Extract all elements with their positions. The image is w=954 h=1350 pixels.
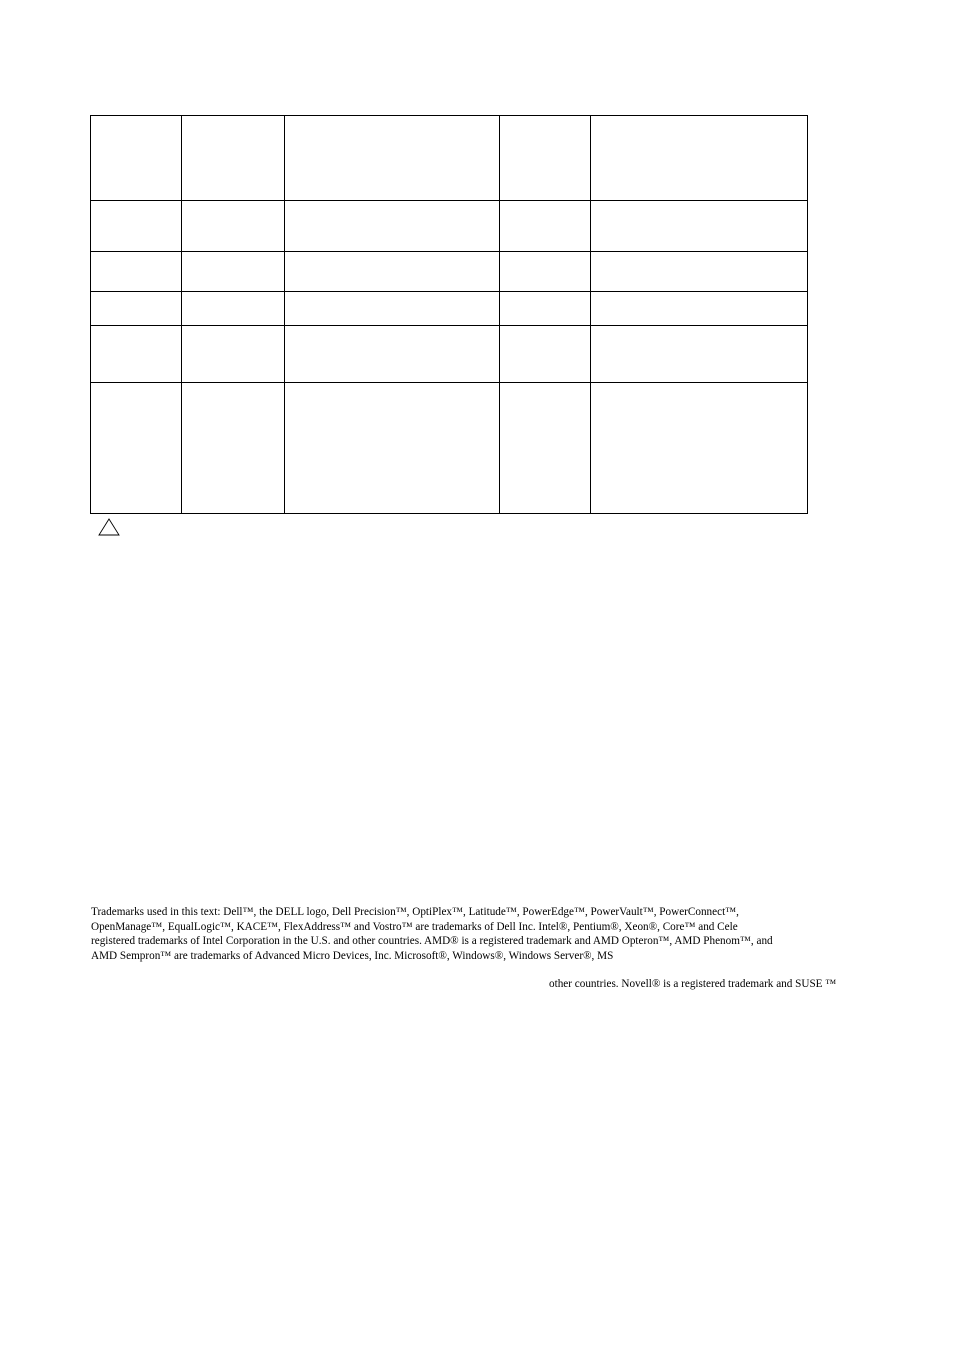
table-cell [91,292,182,326]
trademarks-line: Trademarks used in this text: Dell™, the DELL logo, Dell Precision™, OptiPlex™, Latitude™, PowerEdge™, PowerVault™, PowerConnect™, [91,906,739,918]
table-cell [500,292,591,326]
table-row [91,383,808,514]
table-cell [285,383,500,514]
table-cell [500,383,591,514]
trademarks-notice [91,905,891,963]
trademarks-line: AMD Sempron™ are trademarks of Advanced Micro Devices, Inc. Microsoft®, Windows®, Windows Server®, MS [91,949,614,962]
table-cell [285,201,500,252]
table-cell [182,292,285,326]
spec-table [90,115,808,514]
table-cell [91,383,182,514]
table-cell [500,201,591,252]
table-cell [91,116,182,201]
table-row [91,252,808,292]
table-cell [285,116,500,201]
table-row [91,326,808,383]
table-cell [182,116,285,201]
table-cell [182,326,285,383]
table-cell [91,326,182,383]
table-cell [91,201,182,252]
table-row [91,292,808,326]
table-cell [285,292,500,326]
table-cell [591,201,808,252]
table-cell [91,252,182,292]
table-row [91,116,808,201]
table-cell [591,116,808,201]
table-cell [182,383,285,514]
table-row [91,201,808,252]
table-cell [591,326,808,383]
table-cell [500,116,591,201]
table-cell [285,326,500,383]
trademarks-tail-line: other countries. Novell® is a registered trademark and SUSE ™ [549,978,837,990]
table-cell [285,252,500,292]
table-cell [182,201,285,252]
table-cell [591,252,808,292]
trademarks-line: OpenManage™, EqualLogic™, KACE™, FlexAddress™ and Vostro™ are trademarks of Dell Inc. Intel®, Pentium®, Xeon®, Core™ and Cele [91,920,738,933]
table-cell [500,252,591,292]
table-cell [182,252,285,292]
trademarks-line: registered trademarks of Intel Corporation in the U.S. and other countries. AMD® is a registered trademark and AMD Opteron™, AMD Phenom™, and [91,935,773,948]
caution-triangle-icon [98,518,120,536]
table-cell [500,326,591,383]
table-cell [591,292,808,326]
table-cell [591,383,808,514]
